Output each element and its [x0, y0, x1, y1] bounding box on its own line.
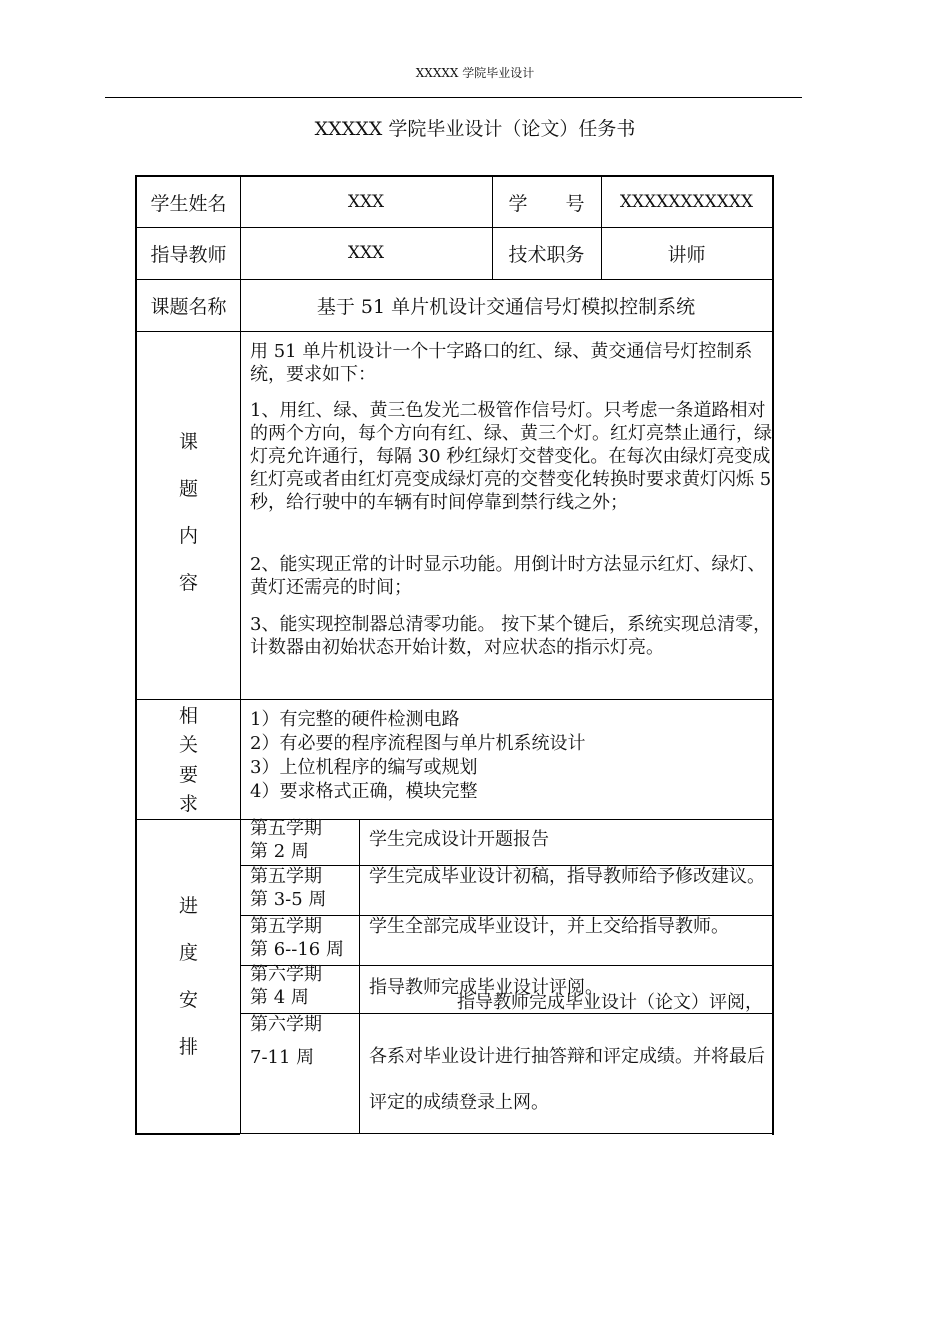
topic-label: 课题名称: [150, 295, 227, 318]
schedule-task: 各系对毕业设计进行抽答辩和评定成绩。并将最后评定的成绩登录上网。: [369, 1046, 765, 1113]
title-rank-value: 讲师: [667, 243, 706, 266]
requirements-label-char: 要: [178, 764, 198, 786]
content-intro: 用 51 单片机设计一个十字路口的红、绿、黄交通信号灯控制系统，要求如下：: [250, 341, 753, 385]
student-id-value: XXXXXXXXXXX: [619, 192, 754, 212]
schedule-term: 第六学期: [250, 964, 322, 985]
overlap-note: 指导教师完成毕业设计（论文）评阅，: [457, 992, 763, 1013]
document-title: XXXXX 学院毕业设计（论文）任务书: [314, 118, 636, 140]
table-bottom-left: [137, 1133, 240, 1135]
student-name-label: 学生姓名: [150, 192, 227, 215]
requirement-item: 4）要求格式正确，模块完整: [250, 781, 478, 802]
content-label-char: 题: [178, 478, 198, 500]
schedule-label-char: 排: [178, 1036, 198, 1058]
content-item-1: 1、用红、绿、黄三色发光二极管作信号灯。只考虑一条道路相对的两个方向，每个方向有红、绿、黄三个灯。红灯亮禁止通行，绿灯亮允许通行，每隔 30 秒红绿灯交替变化。在每次由绿灯亮变成红灯亮或者由红灯亮变成绿灯亮的交替变化转换时要求黄灯闪烁 5 秒，给行驶中的车辆有时间停靠到禁行线之外；: [250, 400, 772, 513]
content-label-char: 内: [178, 525, 198, 547]
schedule-week: 7-11 周: [250, 1047, 315, 1068]
schedule-task: 学生完成设计开题报告: [369, 829, 549, 850]
advisor-label: 指导教师: [150, 243, 227, 266]
requirements-label-char: 相: [178, 705, 198, 727]
content-item-2: 2、能实现正常的计时显示功能。用倒计时方法显示红灯、绿灯、黄灯还需亮的时间；: [250, 554, 766, 598]
content-item-3: 3、能实现控制器总清零功能。 按下某个键后，系统实现总清零，计数器由初始状态开始计数，对应状态的指示灯亮。: [250, 614, 772, 658]
requirement-item: 3）上位机程序的编写或规划: [250, 757, 478, 778]
schedule-term: 第六学期: [250, 1014, 322, 1035]
schedule-label-char: 度: [178, 942, 198, 964]
running-header: XXXXX 学院毕业设计: [415, 66, 535, 80]
title-rank-label: 技术职务: [508, 243, 585, 266]
topic-value: 基于 51 单片机设计交通信号灯模拟控制系统: [316, 295, 696, 318]
schedule-week: 第 4 周: [250, 987, 309, 1008]
schedule-label-char: 安: [178, 989, 198, 1011]
schedule-task: 学生全部完成毕业设计，并上交给指导教师。: [369, 916, 729, 937]
schedule-task: 指导教师完成毕业设计评阅。: [369, 977, 603, 998]
schedule-week: 第 2 周: [250, 841, 309, 862]
requirements-label-char: 关: [178, 734, 198, 756]
task-table: [135, 175, 774, 1135]
requirement-item: 2）有必要的程序流程图与单片机系统设计: [250, 733, 586, 754]
schedule-term: 第五学期: [250, 866, 322, 887]
student-id-label: 学 号: [508, 192, 585, 215]
schedule-task: 学生完成毕业设计初稿，指导教师给予修改建议。: [369, 866, 765, 887]
content-label-char: 容: [178, 572, 198, 594]
requirements-label-char: 求: [178, 793, 198, 815]
schedule-column-line: [359, 819, 360, 1133]
row-divider: [137, 819, 772, 820]
requirement-item: 1）有完整的硬件检测电路: [250, 709, 460, 730]
schedule-label-char: 进: [178, 895, 198, 917]
header-rule: [105, 97, 802, 98]
advisor-value: XXX: [347, 243, 385, 263]
content-label-char: 课: [178, 431, 198, 453]
schedule-term: 第五学期: [250, 818, 322, 839]
row-divider: [137, 331, 772, 332]
schedule-term: 第五学期: [250, 916, 322, 937]
row-divider: [137, 699, 772, 700]
table-bottom: [240, 1133, 772, 1134]
schedule-week: 第 6--16 周: [250, 939, 344, 960]
schedule-week: 第 3-5 周: [250, 889, 327, 910]
student-name-value: XXX: [347, 192, 385, 212]
